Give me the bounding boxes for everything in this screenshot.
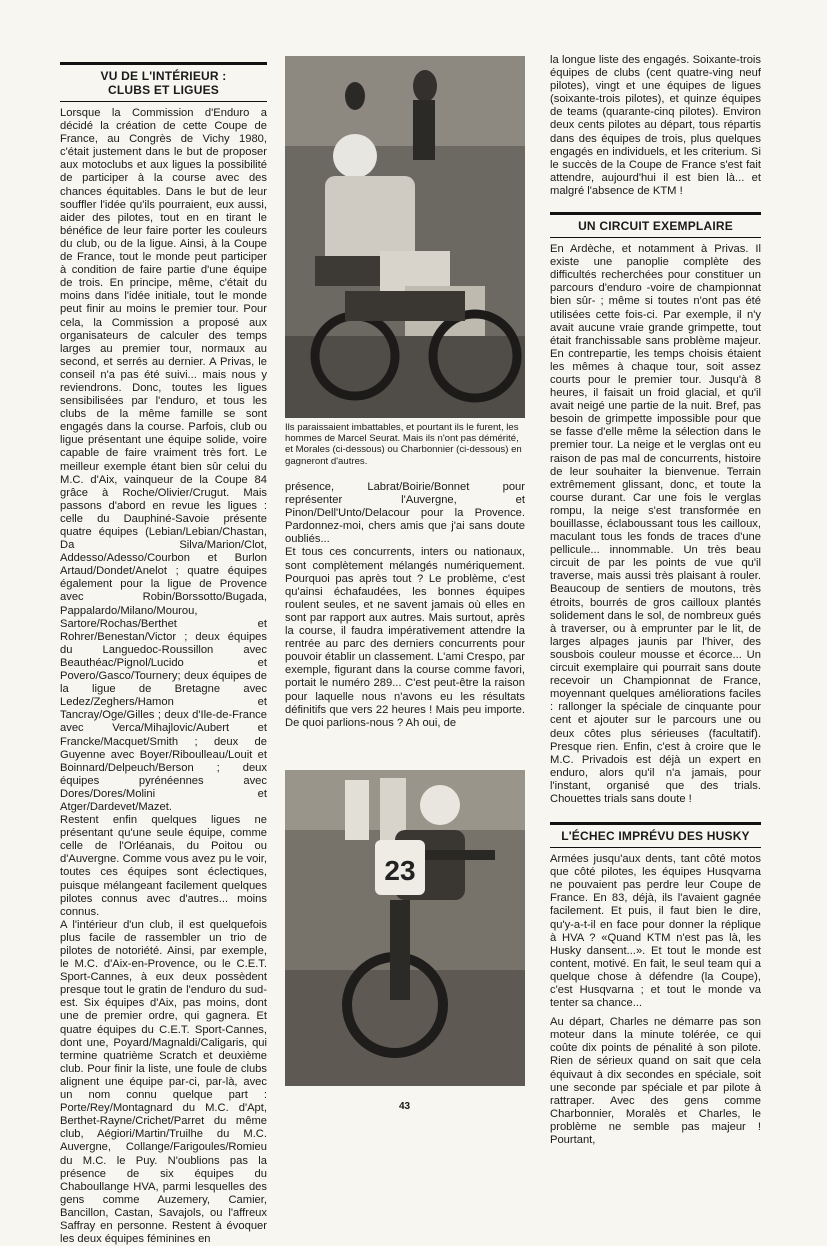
paragraph: Restent enfin quelques ligues ne présentant qu'une seule équipe, comme celle de l'Orléanais, du Poitou ou d'Auvergne. Comme vous avez pu le voir, toutes ces équipes sont éclectiques, puisque mélangeant facilement quelques pilotes connus avec d'autres... moins connus. [60, 814, 267, 918]
rider-number-illustration [285, 770, 525, 1086]
section-heading-husky: L'ÉCHEC IMPRÉVU DES HUSKY [550, 822, 761, 848]
section-heading-circuit: UN CIRCUIT EXEMPLAIRE [550, 212, 761, 238]
paragraph: A l'intérieur d'un club, il est quelquefois plus facile de rassembler un trio de pilotes de notoriété. Ainsi, par exemple, le M.C. d'Aix-en-Provence, ou le C.E.T. Sport-Cannes, à eux deux possèdent presque tout le gratin de l'enduro du sud-est. Six équipes d'Aix, pas moins, dont une de premier ordre, qui gagnera. Et quatre équipes du C.E.T. Sport-Cannes, dont une, Poyard/Magnaldi/Caligaris, qui termine quatrième Scratch et deuxième club. Pour finir la liste, une foule de clubs alignent une équipe par-ci, par-là, avec un nom connu quelque part : Porte/Rey/Montagnard du M.C. d'Apt, Berthet-Rayne/Crichet/Parret du même club, Aégiori/Martin/Truilhe du M.C. Auvergne, Collange/Farigoules/Romieu du M.C. le Puy. N'oublions pas la présence de six équipes du Chaboullange HVA, parmi lesquelles des gens comme Auzemery, Camier, Bancillon, Castan, Savajols, ou l'affreux Saffray en personne. Restent à évoquer les deux équipes féminines en [60, 918, 267, 1246]
photo-rider-bottom [285, 770, 525, 1086]
heading-line-2: CLUBS ET LIGUES [107, 83, 219, 97]
column-left [60, 62, 267, 1246]
paragraph: présence, Labrat/Boirie/Bonnet pour représenter l'Auvergne, et Pinon/Dell'Unto/Delacour pour la Provence. Pardonnez-moi, chers amis que j'ai sans doute oubliés... [285, 481, 525, 546]
bike-number-plate: 23 [384, 855, 416, 886]
paragraph: la longue liste des engagés. Soixante-trois équipes de clubs (cent quatre-ving neuf pilotes), vingt et une équipes de ligues (soixante-trois pilotes), et quinze équipes de teams (quarante-cinq pilotes). Environ deux cents pilotes au départ, tous répartis dans des équipes de trois, plus quelques engagés en individuels, et les criterium. Si le succès de la Coupe de France s'est fait attendre, aujourd'hui il est bien là... et malgré l'absence de KTM ! [550, 54, 761, 197]
rider-illustration [285, 56, 525, 418]
column-middle-text [285, 481, 525, 730]
paragraph: Armées jusqu'aux dents, tant côté motos que côté pilotes, les équipes Husqvarna ne pouvaient pas perdre leur Coupe de France. En 83, déjà, ils l'avaient gagnée facilement. Et puis, il faut bien le dire, qu'y-a-t-il en face pour donner la réplique à HVA ? «Quand KTM n'est pas là, les Husky dansent...». Et tout le monde est content, motivé. En fait, le seul team qui a quelque chose à défendre (la Coupe), c'est Husqvarna ; et tout le monde va tenter sa chance... [550, 853, 761, 1010]
page-number: 43 [399, 1101, 411, 1112]
paragraph: Au départ, Charles ne démarre pas son moteur dans la minute tolérée, ce qui coûte dix points de pénalité à son pilote. Rien de sérieux quand on sait que cela équivaut à dix secondes en spéciale, soit une seconde par spéciale et par pilote à rattraper. Avec des gens comme Charbonnier, Moralès et Charles, le problème ne semble pas majeur ! Pourtant, [550, 1016, 761, 1147]
paragraph: Lorsque la Commission d'Enduro a décidé la création de cette Coupe de France, au Congrès de Vichy 1980, c'était justement dans le but de proposer aux motoclubs et aux ligues la possibilité de participer à la course avec des chances équitables. Dans le but de leur souffler l'idée qu'ils pourraient, eux aussi, aider des pilotes, tout en en tirant le bénéfice de leur faire porter les couleurs du club, ou de la ligue. Ainsi, à la Coupe de France, tout le monde peut participer à condition de faire partie d'une équipe de trois. En principe, même, c'était du moins dans l'idée initiale, tout le monde peut finir au moins le premier tour. Pour cela, la Commission a proposé aux organisateurs de calculer des temps larges au premier tour, normaux au second, et serrés au dernier. A Privas, le conseil n'a pas été suivi... mais nous y reviendrons. Donc, toutes les ligues sensibilisées par l'enduro, et tous les clubs de la même famille se sont engagés dans la course. Parfois, club ou ligue présentant une équipe solide, voire capable de faire vraiment très fort. Le meilleur exemple étant bien sûr celui du M.C. d'Aix, vainqueur de la Coupe 84 grâce à Roche/Olivier/Crugut. Mais passons d'abord en revue les ligues : celle du Dauphiné-Savoie présente quatre équipes (Lebian/Lebian/Chastan, Da Silva/Marion/Clot, Addesso/Adesso/Courbon et Burlon Artaud/Dondet/Anelot ; quatre équipes également pour la ligue de Provence avec Robin/Borssotto/Bugada, Pappalardo/Milano/Mourou, Sartore/Rochas/Berthet et Rohrer/Benestan/Victor ; deux équipes du Languedoc-Roussillon avec Beauthéac/Pignol/Lucido et Povero/Gasco/Tournery; deux équipes de la ligue de Bretagne avec Ledez/Zeghers/Hamon et Tancray/Oge/Gilles ; deux d'Ile-de-France avec Verca/Mihajlovic/Aubert et Francke/Macquet/Smith ; deux de Guyenne avec Boyer/Riboulleau/Louit et Boinnard/Delpeuch/Berson ; deux équipes pyrénéennes avec Dores/Dores/Molini et Atger/Dardevet/Mazet. [60, 107, 267, 813]
photo-caption: Ils paraissaient imbattables, et pourtant ils le furent, les hommes de Marcel Seurat. Mais ils n'ont pas démérité, et Morales (ci-dessous) ou Charbonnier (ci-dessous) en gagneront d'autres. [285, 422, 522, 467]
heading-line-1: VU DE L'INTÉRIEUR : [100, 69, 227, 83]
paragraph: Et tous ces concurrents, inters ou nationaux, sont complètement mélangés numériquement. Pourquoi pas après tout ? Le problème, c'est qu'ainsi échafaudées, les bonnes équipes roulent seules, et ne savent jamais où elles en sont par rapport aux autres. Mais surtout, après la course, il faudra impérativement attendre la rentrée au parc des derniers concurrents pour pouvoir établir un classement. L'ami Crespo, par exemple, figurant dans la course comme favori, portait le numéro 289... C'est peut-être la raison pour laquelle nous n'avons eu les résultats définitifs que vers 22 heures ! Mais peu importe. De quoi parlions-nous ? Ah oui, de [285, 546, 525, 729]
section-heading-clubs-ligues [60, 62, 267, 102]
column-right [550, 54, 761, 1147]
paragraph: En Ardèche, et notamment à Privas. Il existe une panoplie complète des difficultés recherchées pour constituer un parcours d'enduro -voire de championnat bien sûr- ; même si toutes n'ont pas été utilisées cette fois-ci. Par exemple, il n'y avait aucune vraie grande grimpette, tout était franchissable sans problème majeur. En contrepartie, les temps choisis étaient les mêmes à chaque tour, soit assez courts pour le premier tour. Jusqu'à 8 heures, il faisait un froid glacial, et qu'il avait neigé une partie de la nuit. Bref, pas besoin de grimpette impossible pour que se fasse d'elle même la sélection dans le premier tour. La neige et le verglas ont eu raison de pas mal de concurrents, histoire de leur souhaiter la bienvenue. Terrain extrêmement glissant, donc, et toute la course durant. Car une fois le verglas rompu, la neige s'est transformée en bouillasse, éclaboussant tous les cailloux, maculant tous les fonds de traces d'une pellicule... innommable. Un très beau circuit de par les points de vue qu'il traverse, mais aussi très plaisant à rouler. Beaucoup de sentiers de moutons, très étroits, bourrés de gros cailloux plantés solidement dans le sol, de nombreux gués à traverser, ou à emprunter par le lit, de larges alpages jaunis par l'hiver, des sousbois couleur mousse et écorce... Un circuit exemplaire qui pourrait sans doute recevoir un Championnat de France, moyennant quelques améliorations faciles : rallonger la spéciale de cinquante pour cent et ajouter sur le parcours une ou deux côtes plus sérieuses (facultatif). Presque rien. Enfin, c'est à croire que le M.C. Privadois est déjà un expert en enduro, alors qu'il n'a jamais, pour l'instant, organisé que des trials. Chouettes trials sans doute ! [550, 243, 761, 805]
photo-rider-top [285, 56, 525, 418]
